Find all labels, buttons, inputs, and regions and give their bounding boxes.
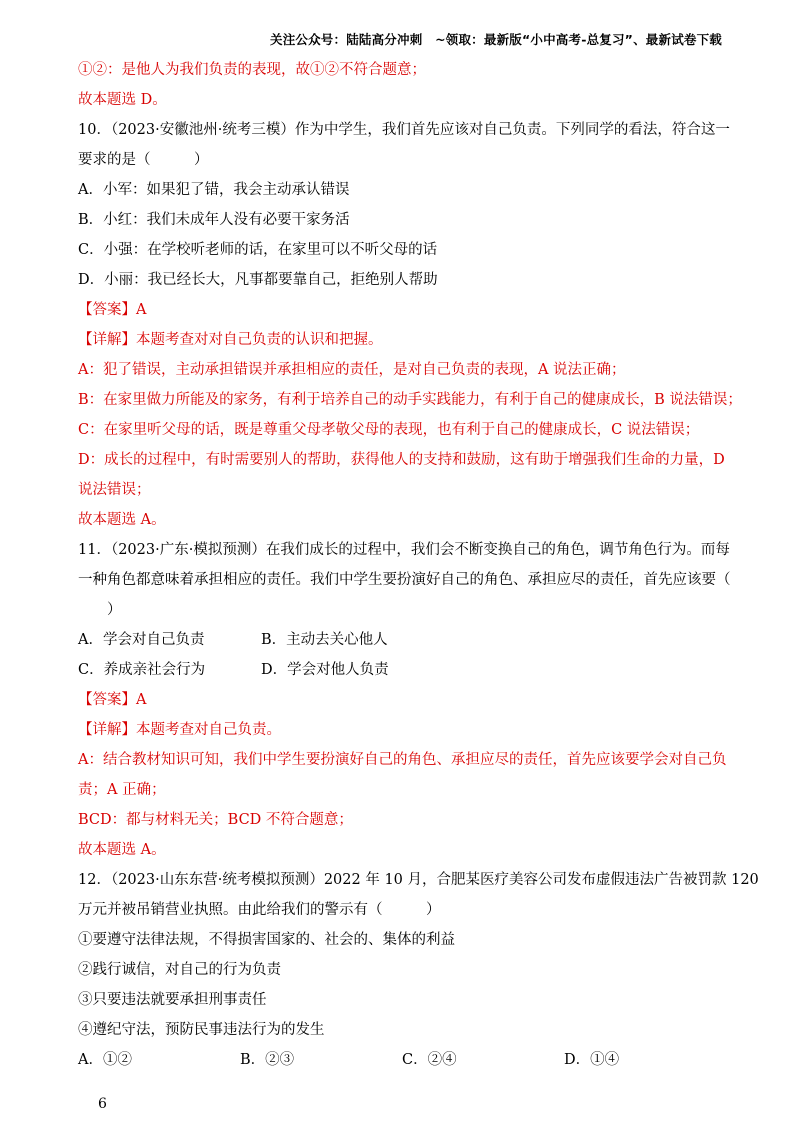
text-line: ①要遵守法律法规，不得损害国家的、社会的、集体的利益 [78, 932, 455, 948]
text-line: A：结合教材知识可知，我们中学生要扮演好自己的角色、承担应尽的责任，首先应该要学会对自己负 [78, 752, 727, 768]
text-line: ） [78, 602, 122, 618]
text-line: ②践行诚信，对自己的行为负责 [78, 962, 281, 978]
text-line: A．小军：如果犯了错，我会主动承认错误 [78, 182, 350, 198]
text-line: D．小丽：我已经长大，凡事都要靠自己，拒绝别人帮助 [78, 272, 438, 288]
text-line: C：在家里听父母的话，既是尊重父母孝敬父母的表现，也有利于自己的健康成长，C 说法错误； [78, 422, 700, 438]
text-line: 11．（2023·广东·模拟预测）在我们成长的过程中，我们会不断变换自己的角色，调节角色行为。而每 [78, 542, 730, 558]
option-text: A．学会对自己负责 [78, 632, 205, 648]
text-line: 说法错误； [78, 482, 151, 498]
text-line: 【答案】A [78, 302, 147, 318]
text-line: BCD：都与材料无关；BCD 不符合题意； [78, 812, 353, 828]
text-line [78, 1050, 726, 1070]
text-line: B．小红：我们未成年人没有必要干家务活 [78, 212, 350, 228]
option-text: C．养成亲社会行为 [78, 662, 206, 678]
page-number: 6 [98, 1096, 107, 1112]
text-line [78, 660, 726, 680]
text-line: A：犯了错误，主动承担错误并承担相应的责任，是对自己负责的表现，A 说法正确； [78, 362, 626, 378]
document-body [78, 60, 759, 1080]
text-line: 故本题选 D。 [78, 92, 167, 108]
text-line: 故本题选 A。 [78, 842, 166, 858]
option-text: D．学会对他人负责 [261, 662, 389, 678]
text-line: 【详解】本题考查对对自己负责的认识和把握。 [78, 332, 383, 348]
text-line: C．小强：在学校听老师的话，在家里可以不听父母的话 [78, 242, 438, 258]
text-line: ①②：是他人为我们负责的表现，故①②不符合题意； [78, 62, 426, 78]
option-text: A．①② [78, 1052, 132, 1068]
text-line: 12．（2023·山东东营·统考模拟预测）2022 年 10 月，合肥某医疗美容公司发布虚假违法广告被罚款 120 [78, 872, 759, 888]
text-line: B：在家里做力所能及的家务，有利于培养自己的动手实践能力，有利于自己的健康成长，B 说法错误； [78, 392, 742, 408]
text-line: 故本题选 A。 [78, 512, 166, 528]
option-text: D．①④ [564, 1052, 620, 1068]
option-text: B．②③ [240, 1052, 295, 1068]
text-line: 【详解】本题考查对自己负责。 [78, 722, 281, 738]
page-header: 关注公众号：陆陆高分冲刺 ~领取：最新版“小中高考-总复习”、最新试卷下载 [270, 32, 722, 47]
text-line: 一种角色都意味着承担相应的责任。我们中学生要扮演好自己的角色、承担应尽的责任，首先应该要（ [78, 572, 731, 588]
text-line: D：成长的过程中，有时需要别人的帮助，获得他人的支持和鼓励，这有助于增强我们生命的力量，D [78, 452, 725, 468]
text-line: 10．（2023·安徽池州·统考三模）作为中学生，我们首先应该对自己负责。下列同学的看法，符合这一 [78, 122, 730, 138]
option-text: B．主动去关心他人 [261, 632, 388, 648]
text-line [78, 630, 726, 650]
text-line: 要求的是（ ） [78, 152, 209, 168]
option-text: C．②④ [402, 1052, 457, 1068]
text-line: ③只要违法就要承担刑事责任 [78, 992, 267, 1008]
text-line: 【答案】A [78, 692, 147, 708]
text-line: 责；A 正确； [78, 782, 166, 798]
text-line: 万元并被吊销营业执照。由此给我们的警示有（ ） [78, 902, 441, 918]
text-line: ④遵纪守法，预防民事违法行为的发生 [78, 1022, 325, 1038]
